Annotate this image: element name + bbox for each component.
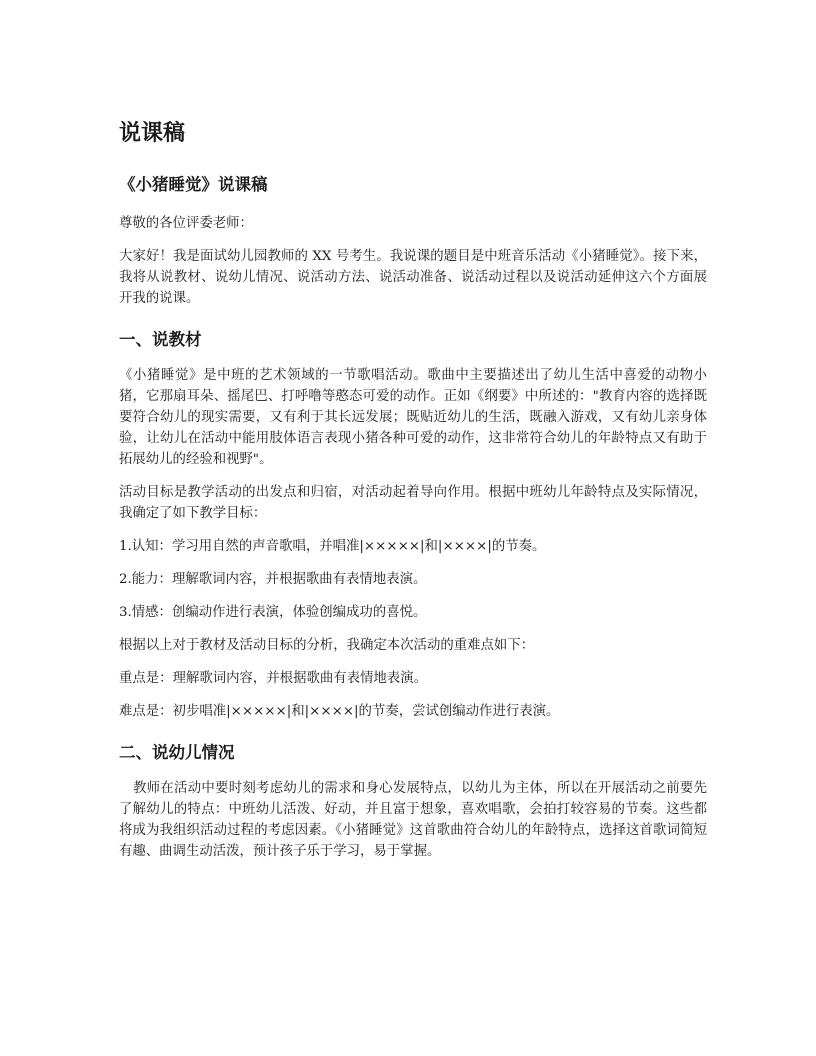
- section-heading-textbook: 一、说教材: [119, 330, 202, 349]
- goal-ability: 2.能力：理解歌词内容，并根据歌曲有表情地表演。: [119, 572, 427, 587]
- difficult-point: 难点是：初步唱准|×××××|和|××××|的节奏，尝试创编动作进行表演。: [119, 704, 560, 719]
- children-paragraph: 教师在活动中要时刻考虑幼儿的需求和身心发展特点，以幼儿为主体，所以在开展活动之前要先了解幼儿的特点：中班幼儿活泼、好动，并且富于想象，喜欢唱歌，会拍打较容易的节奏。这些都将成为我组织活动过程的考虑因素。《小猪睡觉》这首歌曲符合幼儿的年龄特点，选择这首歌词简短有趣、曲调生动活泼，预计孩子乐于学习，易于掌握。: [119, 781, 707, 859]
- document-title: 说课稿: [119, 121, 186, 146]
- document-page: [119, 118, 707, 874]
- textbook-paragraph: 《小猪睡觉》是中班的艺术领域的一节歌唱活动。歌曲中主要描述出了幼儿生活中喜爱的动物小猪，它那扇耳朵、摇尾巴、打呼噜等憨态可爱的动作。正如《纲要》中所述的："教育内容的选择既要符合幼儿的现实需要，又有利于其长远发展；既贴近幼儿的生活，既融入游戏，又有幼儿亲身体验，让幼儿在活动中能用肢体语言表现小猪各种可爱的动作，这非常符合幼儿的年龄特点又有助于拓展幼儿的经验和视野"。: [119, 368, 707, 467]
- key-point: 重点是：理解歌词内容，并根据歌曲有表情地表演。: [119, 671, 427, 686]
- lesson-subtitle: 《小猪睡觉》说课稿: [119, 175, 268, 194]
- goals-intro-paragraph: 活动目标是教学活动的出发点和归宿，对活动起着导向作用。根据中班幼儿年龄特点及实际情况，我确定了如下教学目标：: [119, 485, 707, 521]
- goal-emotion: 3.情感：创编动作进行表演，体验创编成功的喜悦。: [119, 605, 427, 620]
- intro-paragraph: 大家好！我是面试幼儿园教师的 XX 号考生。我说课的题目是中班音乐活动《小猪睡觉》。接下来，我将从说教材、说幼儿情况、说活动方法、说活动准备、说活动过程以及说活动延伸这六个方面展开我的说课。: [119, 249, 707, 306]
- key-points-intro: 根据以上对于教材及活动目标的分析，我确定本次活动的重难点如下：: [119, 638, 535, 653]
- greeting-paragraph: 尊敬的各位评委老师：: [119, 216, 253, 231]
- section-heading-children: 二、说幼儿情况: [119, 743, 235, 762]
- goal-cognitive: 1.认知：学习用自然的声音歌唱，并唱准|×××××|和|××××|的节奏。: [119, 539, 546, 554]
